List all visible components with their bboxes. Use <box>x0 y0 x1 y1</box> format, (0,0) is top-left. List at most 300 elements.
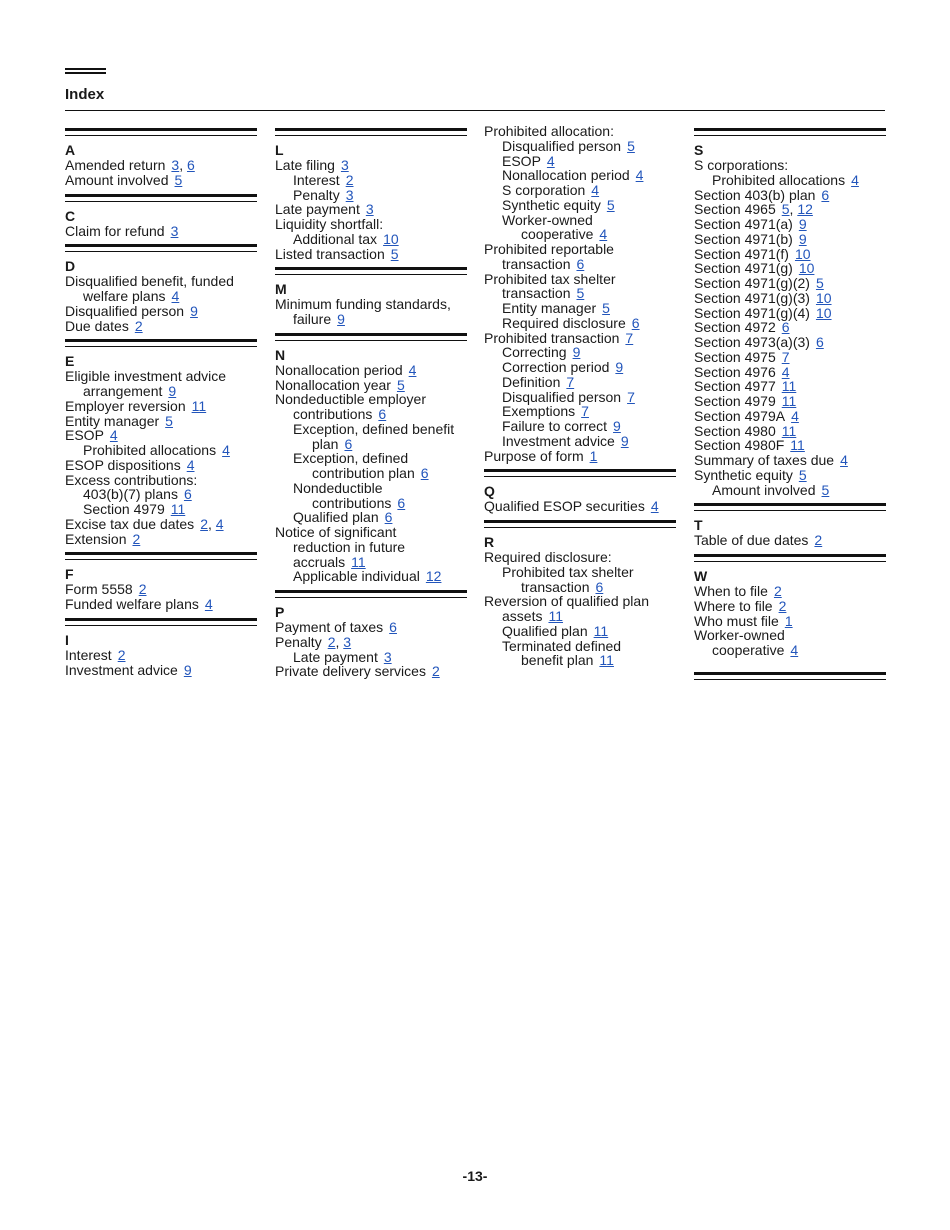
page-link[interactable]: 6 <box>389 619 397 635</box>
index-column-1 <box>65 124 257 677</box>
page-references <box>135 318 143 334</box>
index-entry <box>275 363 467 378</box>
page-link[interactable]: 6 <box>186 157 195 173</box>
index-entry <box>484 390 676 405</box>
index-entry-text: Required disclosure: <box>484 549 612 565</box>
page-link[interactable]: 5 <box>576 285 585 302</box>
index-entry <box>275 312 467 327</box>
index-entry <box>65 597 257 612</box>
page-link[interactable]: 11 <box>593 622 609 639</box>
page-link[interactable]: 6 <box>815 334 824 350</box>
page-references <box>110 427 118 443</box>
section-letter: M <box>275 281 287 298</box>
page-references <box>816 290 832 306</box>
index-entry-text: Nonallocation period <box>502 167 630 184</box>
page-link[interactable]: 10 <box>815 289 832 306</box>
section-rule <box>65 339 257 347</box>
page-references <box>351 554 366 570</box>
index-entry <box>484 550 676 565</box>
section-rule <box>484 520 676 528</box>
index-entry <box>694 291 886 306</box>
index-entry-text: Definition <box>502 373 561 390</box>
page-link[interactable]: 11 <box>191 397 207 414</box>
index-entry <box>65 443 257 458</box>
index-entry-text: ESOP dispositions <box>65 456 181 473</box>
index-entry <box>694 438 886 453</box>
page-link[interactable]: 6 <box>595 578 604 595</box>
page-references <box>790 642 798 658</box>
section-letter: Q <box>484 483 495 500</box>
page-link[interactable]: 4 <box>109 427 118 444</box>
page-link[interactable]: 6 <box>420 465 429 481</box>
page-link[interactable]: 5 <box>781 201 790 218</box>
page-references <box>636 167 644 183</box>
index-entry <box>484 499 676 514</box>
page-references <box>383 231 399 247</box>
section-letter: D <box>65 258 76 275</box>
index-entry-text: Section 4972 <box>694 319 776 336</box>
page-link[interactable]: 1 <box>784 612 793 629</box>
index-entry-text: Section 4976 <box>694 363 776 380</box>
page-references: 3, 6 <box>171 157 195 173</box>
page-references <box>615 359 623 375</box>
page-link[interactable]: 2 <box>138 581 147 598</box>
page-link[interactable]: 11 <box>781 378 797 395</box>
page-link[interactable]: 3 <box>170 222 179 239</box>
section-letter: A <box>65 142 76 158</box>
index-entry <box>275 496 467 511</box>
page-link[interactable]: 10 <box>794 245 811 262</box>
index-entry <box>65 473 257 488</box>
page-link[interactable]: 6 <box>397 494 406 511</box>
index-entry-text: Synthetic equity <box>502 196 601 213</box>
index-entry <box>65 648 257 663</box>
index-entry <box>484 272 676 287</box>
index-entry <box>484 375 676 390</box>
page-references <box>171 223 179 239</box>
page-link[interactable]: 11 <box>781 393 797 409</box>
index-entry <box>694 628 886 643</box>
index-entry <box>694 533 886 548</box>
index-entry-text: Correcting <box>502 344 567 361</box>
page-references <box>790 437 805 453</box>
index-entry-text: Penalty <box>275 633 322 650</box>
index-entry <box>275 635 467 650</box>
index-entry <box>484 639 676 654</box>
page-link[interactable]: 2 <box>327 633 336 650</box>
page-references <box>782 378 797 394</box>
index-entry <box>484 404 676 419</box>
index-entry <box>484 213 676 228</box>
index-section-p <box>275 590 467 679</box>
index-entry <box>694 188 886 203</box>
index-entry <box>275 620 467 635</box>
index-entry-text: Section 4971(g)(3) <box>694 289 810 306</box>
index-entry-text: Nonallocation year <box>275 376 391 393</box>
page-link[interactable]: 4 <box>186 456 195 473</box>
section-letter: E <box>65 353 75 370</box>
index-column-2 <box>275 124 467 679</box>
index-entry <box>694 394 886 409</box>
page-references <box>785 613 793 629</box>
page-link[interactable]: 5 <box>390 245 399 262</box>
index-entry-text: When to file <box>694 583 768 599</box>
page-references <box>547 153 555 169</box>
index-entry-text: Worker-owned <box>502 211 593 228</box>
page-link[interactable]: 5 <box>627 137 635 154</box>
page-link[interactable]: 7 <box>781 348 790 365</box>
index-entry <box>65 487 257 502</box>
page-link[interactable]: 11 <box>781 422 797 439</box>
page-link[interactable]: 10 <box>383 230 399 247</box>
index-entry <box>65 369 257 384</box>
page-link[interactable]: 4 <box>171 288 180 304</box>
index-entry <box>694 261 886 276</box>
page-references <box>816 305 832 321</box>
index-entry-text: Table of due dates <box>694 532 809 549</box>
index-section-s <box>694 128 886 497</box>
index-entry <box>65 319 257 334</box>
section-rule <box>65 128 257 136</box>
page-references <box>346 187 354 203</box>
page-link[interactable]: 5 <box>165 412 173 429</box>
page-link[interactable]: 6 <box>631 314 640 331</box>
page-link[interactable]: 4 <box>840 452 848 468</box>
page-references <box>851 172 859 188</box>
index-entry-text: assets <box>502 608 543 624</box>
page-link[interactable]: 3 <box>383 648 392 665</box>
index-entry <box>65 289 257 304</box>
index-entry <box>484 653 676 668</box>
page-link[interactable]: 2 <box>773 583 782 599</box>
index-entry <box>694 232 886 247</box>
page-link[interactable]: 3 <box>171 157 180 173</box>
page-references <box>165 413 173 429</box>
index-entry-text: Section 4977 <box>694 378 776 395</box>
page-link[interactable]: 11 <box>351 553 366 570</box>
page-references <box>187 457 195 473</box>
index-entry <box>275 297 467 312</box>
index-entry <box>484 286 676 301</box>
index-entry-text: Disqualified benefit, funded <box>65 273 234 290</box>
index-column-4 <box>694 124 886 680</box>
section-letter: W <box>694 568 708 584</box>
index-entry <box>484 580 676 595</box>
page-link[interactable]: 9 <box>615 359 624 375</box>
index-entry <box>65 399 257 414</box>
index-entry-text: Exception, defined benefit <box>293 420 455 437</box>
index-entry-text: Late payment <box>275 201 360 218</box>
index-entry-text: Worker-owned <box>694 627 785 644</box>
page-references <box>175 172 183 188</box>
section-letter: P <box>275 604 285 620</box>
index-entry-text: Qualified plan <box>502 622 588 639</box>
index-entry-text: Disqualified person <box>65 302 185 319</box>
page-link[interactable]: 6 <box>384 509 393 526</box>
index-entry-text: Section 4973(a)(3) <box>694 334 810 350</box>
page-references <box>774 583 782 599</box>
page-references <box>599 652 614 668</box>
index-entry-text: transaction <box>521 578 590 595</box>
index-entry-text: Late payment <box>293 648 378 665</box>
index-entry <box>484 154 676 169</box>
index-entry <box>65 224 257 239</box>
index-entry-text: benefit plan <box>521 652 594 669</box>
page-link[interactable]: 6 <box>183 486 192 503</box>
page-link[interactable]: 9 <box>168 383 177 399</box>
page-link[interactable]: 3 <box>365 201 374 218</box>
section-rule <box>694 503 886 511</box>
page-link[interactable]: 9 <box>190 302 198 319</box>
index-entry-text: Section 4971(a) <box>694 216 793 232</box>
page-link[interactable]: 10 <box>815 304 832 321</box>
index-entry-text: Eligible investment advice <box>65 368 227 385</box>
index-entry-text: arrangement <box>83 383 163 399</box>
page-link[interactable]: 9 <box>183 661 192 678</box>
index-entry-text: Due dates <box>65 317 129 334</box>
index-entry <box>694 335 886 350</box>
index-section-t <box>694 503 886 548</box>
page-references <box>590 448 598 464</box>
index-entry <box>694 320 886 335</box>
index-entry-text: Entity manager <box>65 412 160 429</box>
index-entry <box>694 247 886 262</box>
page-link[interactable]: 2 <box>778 597 787 614</box>
page-references <box>651 498 659 514</box>
index-entry-text: Section 4971(g)(4) <box>694 304 810 321</box>
page-link[interactable]: 9 <box>620 432 629 449</box>
section-letter: C <box>65 207 76 224</box>
page-references <box>822 482 830 498</box>
page-link[interactable]: 4 <box>408 361 417 378</box>
index-section-l <box>275 128 467 261</box>
page-link[interactable]: 5 <box>821 481 830 498</box>
page-link[interactable]: 6 <box>781 319 790 336</box>
section-rule <box>65 552 257 560</box>
index-entry-text: Excise tax due dates <box>65 515 195 532</box>
page-references <box>799 260 815 276</box>
page-references <box>795 246 811 262</box>
index-entry <box>275 481 467 496</box>
index-entry <box>65 304 257 319</box>
index-entry <box>694 379 886 394</box>
index-entry <box>275 466 467 481</box>
section-rule <box>694 554 886 562</box>
page-link[interactable]: 6 <box>378 406 387 422</box>
page-references <box>391 246 399 262</box>
page-references <box>581 403 589 419</box>
index-entry <box>275 525 467 540</box>
index-entry-text: S corporation <box>502 182 586 198</box>
page-references <box>566 374 574 390</box>
index-entry-text: Prohibited allocations <box>83 442 217 458</box>
index-entry <box>694 643 886 658</box>
page-references <box>168 383 176 399</box>
index-entry <box>694 584 886 599</box>
index-entry <box>275 422 467 437</box>
index-entry-text: Interest <box>293 171 340 188</box>
page-link[interactable]: 2 <box>431 663 440 680</box>
page-link[interactable]: 2 <box>132 530 141 547</box>
index-entry-text: Investment advice <box>65 661 178 678</box>
page-link[interactable]: 3 <box>343 633 352 650</box>
index-section-f <box>65 552 257 612</box>
index-entry-text: Penalty <box>293 186 340 203</box>
page-link[interactable]: 11 <box>599 652 614 669</box>
index-entry <box>484 449 676 464</box>
section-rule <box>65 194 257 202</box>
page-references <box>118 647 126 663</box>
page-link[interactable]: 4 <box>790 642 799 658</box>
page-link[interactable]: 9 <box>572 344 581 361</box>
index-entry-text: Section 4971(f) <box>694 245 789 262</box>
page-link[interactable]: 5 <box>174 171 183 188</box>
page-link[interactable]: 4 <box>635 167 644 184</box>
index-section-m <box>275 267 467 327</box>
index-entry <box>694 424 886 439</box>
index-entry-text: Where to file <box>694 597 773 614</box>
page-link[interactable]: 7 <box>625 329 634 346</box>
page-link[interactable]: 9 <box>798 216 807 232</box>
index-entry-text: contributions <box>293 406 373 422</box>
page-link[interactable]: 9 <box>613 418 621 434</box>
page-link[interactable]: 4 <box>215 515 224 532</box>
page-link[interactable]: 5 <box>815 275 824 291</box>
page-link[interactable]: 11 <box>170 501 186 517</box>
index-entry-text: Section 4975 <box>694 348 776 365</box>
index-entry-text: Qualified ESOP securities <box>484 498 645 515</box>
index-entry <box>275 510 467 525</box>
index-entry-text: Section 4971(g) <box>694 260 793 277</box>
page-link[interactable]: 4 <box>791 407 799 424</box>
page-link[interactable]: 3 <box>340 157 349 173</box>
index-entry <box>275 392 467 407</box>
index-entry-text: Disqualified person <box>502 137 622 154</box>
index-entry <box>484 419 676 434</box>
page-link[interactable]: 2 <box>134 317 143 334</box>
index-entry <box>694 276 886 291</box>
page-link[interactable]: 11 <box>790 437 805 454</box>
index-entry <box>694 350 886 365</box>
index-entry-text: Funded welfare plans <box>65 596 199 612</box>
page-link[interactable]: 7 <box>581 403 589 420</box>
page-link[interactable]: 12 <box>797 201 813 218</box>
index-entry-text: Section 4971(b) <box>694 230 793 247</box>
page-link[interactable]: 4 <box>222 442 230 458</box>
page-link[interactable]: 2 <box>814 532 823 549</box>
page-link[interactable]: 7 <box>627 388 635 405</box>
page-link[interactable]: 4 <box>546 152 555 169</box>
page-link[interactable]: 2 <box>200 515 208 532</box>
page-link[interactable]: 5 <box>602 300 610 316</box>
index-entry-text: transaction <box>502 285 571 302</box>
index-entry-text: Disqualified person <box>502 388 622 405</box>
page-link[interactable]: 5 <box>798 466 807 483</box>
page-references <box>816 334 824 350</box>
index-entry <box>694 217 886 232</box>
index-entry-text: Interest <box>65 646 112 663</box>
index-entry-text: cooperative <box>712 642 785 658</box>
index-entry <box>484 301 676 316</box>
index-entry-text: Additional tax <box>293 230 378 247</box>
index-entry-text: Amount involved <box>712 481 816 498</box>
index-entry-text: Listed transaction <box>275 245 385 262</box>
index-entry-text: S corporations: <box>694 157 789 173</box>
page-link[interactable]: 1 <box>589 447 598 464</box>
index-entry <box>694 614 886 629</box>
index-section-d <box>65 244 257 333</box>
page-link[interactable]: 6 <box>821 186 830 203</box>
index-entry <box>65 414 257 429</box>
page-link[interactable]: 4 <box>781 363 790 380</box>
page-link[interactable]: 11 <box>548 608 564 624</box>
top-decorative-rule <box>65 68 106 74</box>
index-entry <box>65 274 257 289</box>
index-entry <box>694 365 886 380</box>
index-entry-text: Summary of taxes due <box>694 452 835 468</box>
page-link[interactable]: 6 <box>344 435 353 452</box>
index-entry-text: ESOP <box>502 152 541 169</box>
index-entry-text: Employer reversion <box>65 397 186 414</box>
index-entry-text: Extension <box>65 530 127 547</box>
page-link[interactable]: 6 <box>576 255 585 272</box>
page-link[interactable]: 4 <box>851 171 859 188</box>
page-references <box>782 364 790 380</box>
page-references <box>840 452 848 468</box>
page-link[interactable]: 5 <box>606 196 615 213</box>
page-references <box>599 226 607 242</box>
page-references <box>573 344 581 360</box>
page-references <box>625 330 633 346</box>
page-link[interactable]: 4 <box>204 596 213 612</box>
page-link[interactable]: 5 <box>396 376 405 393</box>
index-entry-text: transaction <box>502 255 571 272</box>
index-entry-text: Late filing <box>275 157 335 173</box>
index-column-3 <box>484 124 676 668</box>
page-references <box>385 509 393 525</box>
index-entry-text: Section 4979 <box>83 501 165 517</box>
page-references <box>791 408 799 424</box>
index-entry <box>275 569 467 584</box>
page-references <box>171 501 186 517</box>
page-link[interactable]: 2 <box>345 171 354 188</box>
index-entry <box>65 517 257 532</box>
index-entry <box>275 555 467 570</box>
index-entry-text: Prohibited tax shelter <box>502 563 634 580</box>
page-link[interactable]: 9 <box>798 230 807 247</box>
index-entry-text: ESOP <box>65 427 104 444</box>
section-letter: I <box>65 631 69 648</box>
section-rule <box>694 128 886 136</box>
index-entry <box>275 247 467 262</box>
index-entry <box>484 227 676 242</box>
page-link[interactable]: 2 <box>117 646 126 663</box>
page-link[interactable]: 4 <box>591 182 600 198</box>
index-entry-text: Notice of significant <box>275 524 397 540</box>
page-link[interactable]: 4 <box>599 226 608 243</box>
index-entry <box>484 565 676 580</box>
page-references <box>595 579 603 595</box>
page-link[interactable]: 9 <box>337 311 345 327</box>
page-link[interactable]: 3 <box>345 186 354 203</box>
page-link[interactable]: 12 <box>425 568 442 585</box>
page-link[interactable]: 4 <box>650 498 659 515</box>
index-section-r <box>484 520 676 668</box>
page-references <box>132 531 140 547</box>
page-link[interactable]: 7 <box>566 373 575 390</box>
page-link[interactable]: 10 <box>798 260 815 277</box>
index-entry-text: Who must file <box>694 612 779 629</box>
